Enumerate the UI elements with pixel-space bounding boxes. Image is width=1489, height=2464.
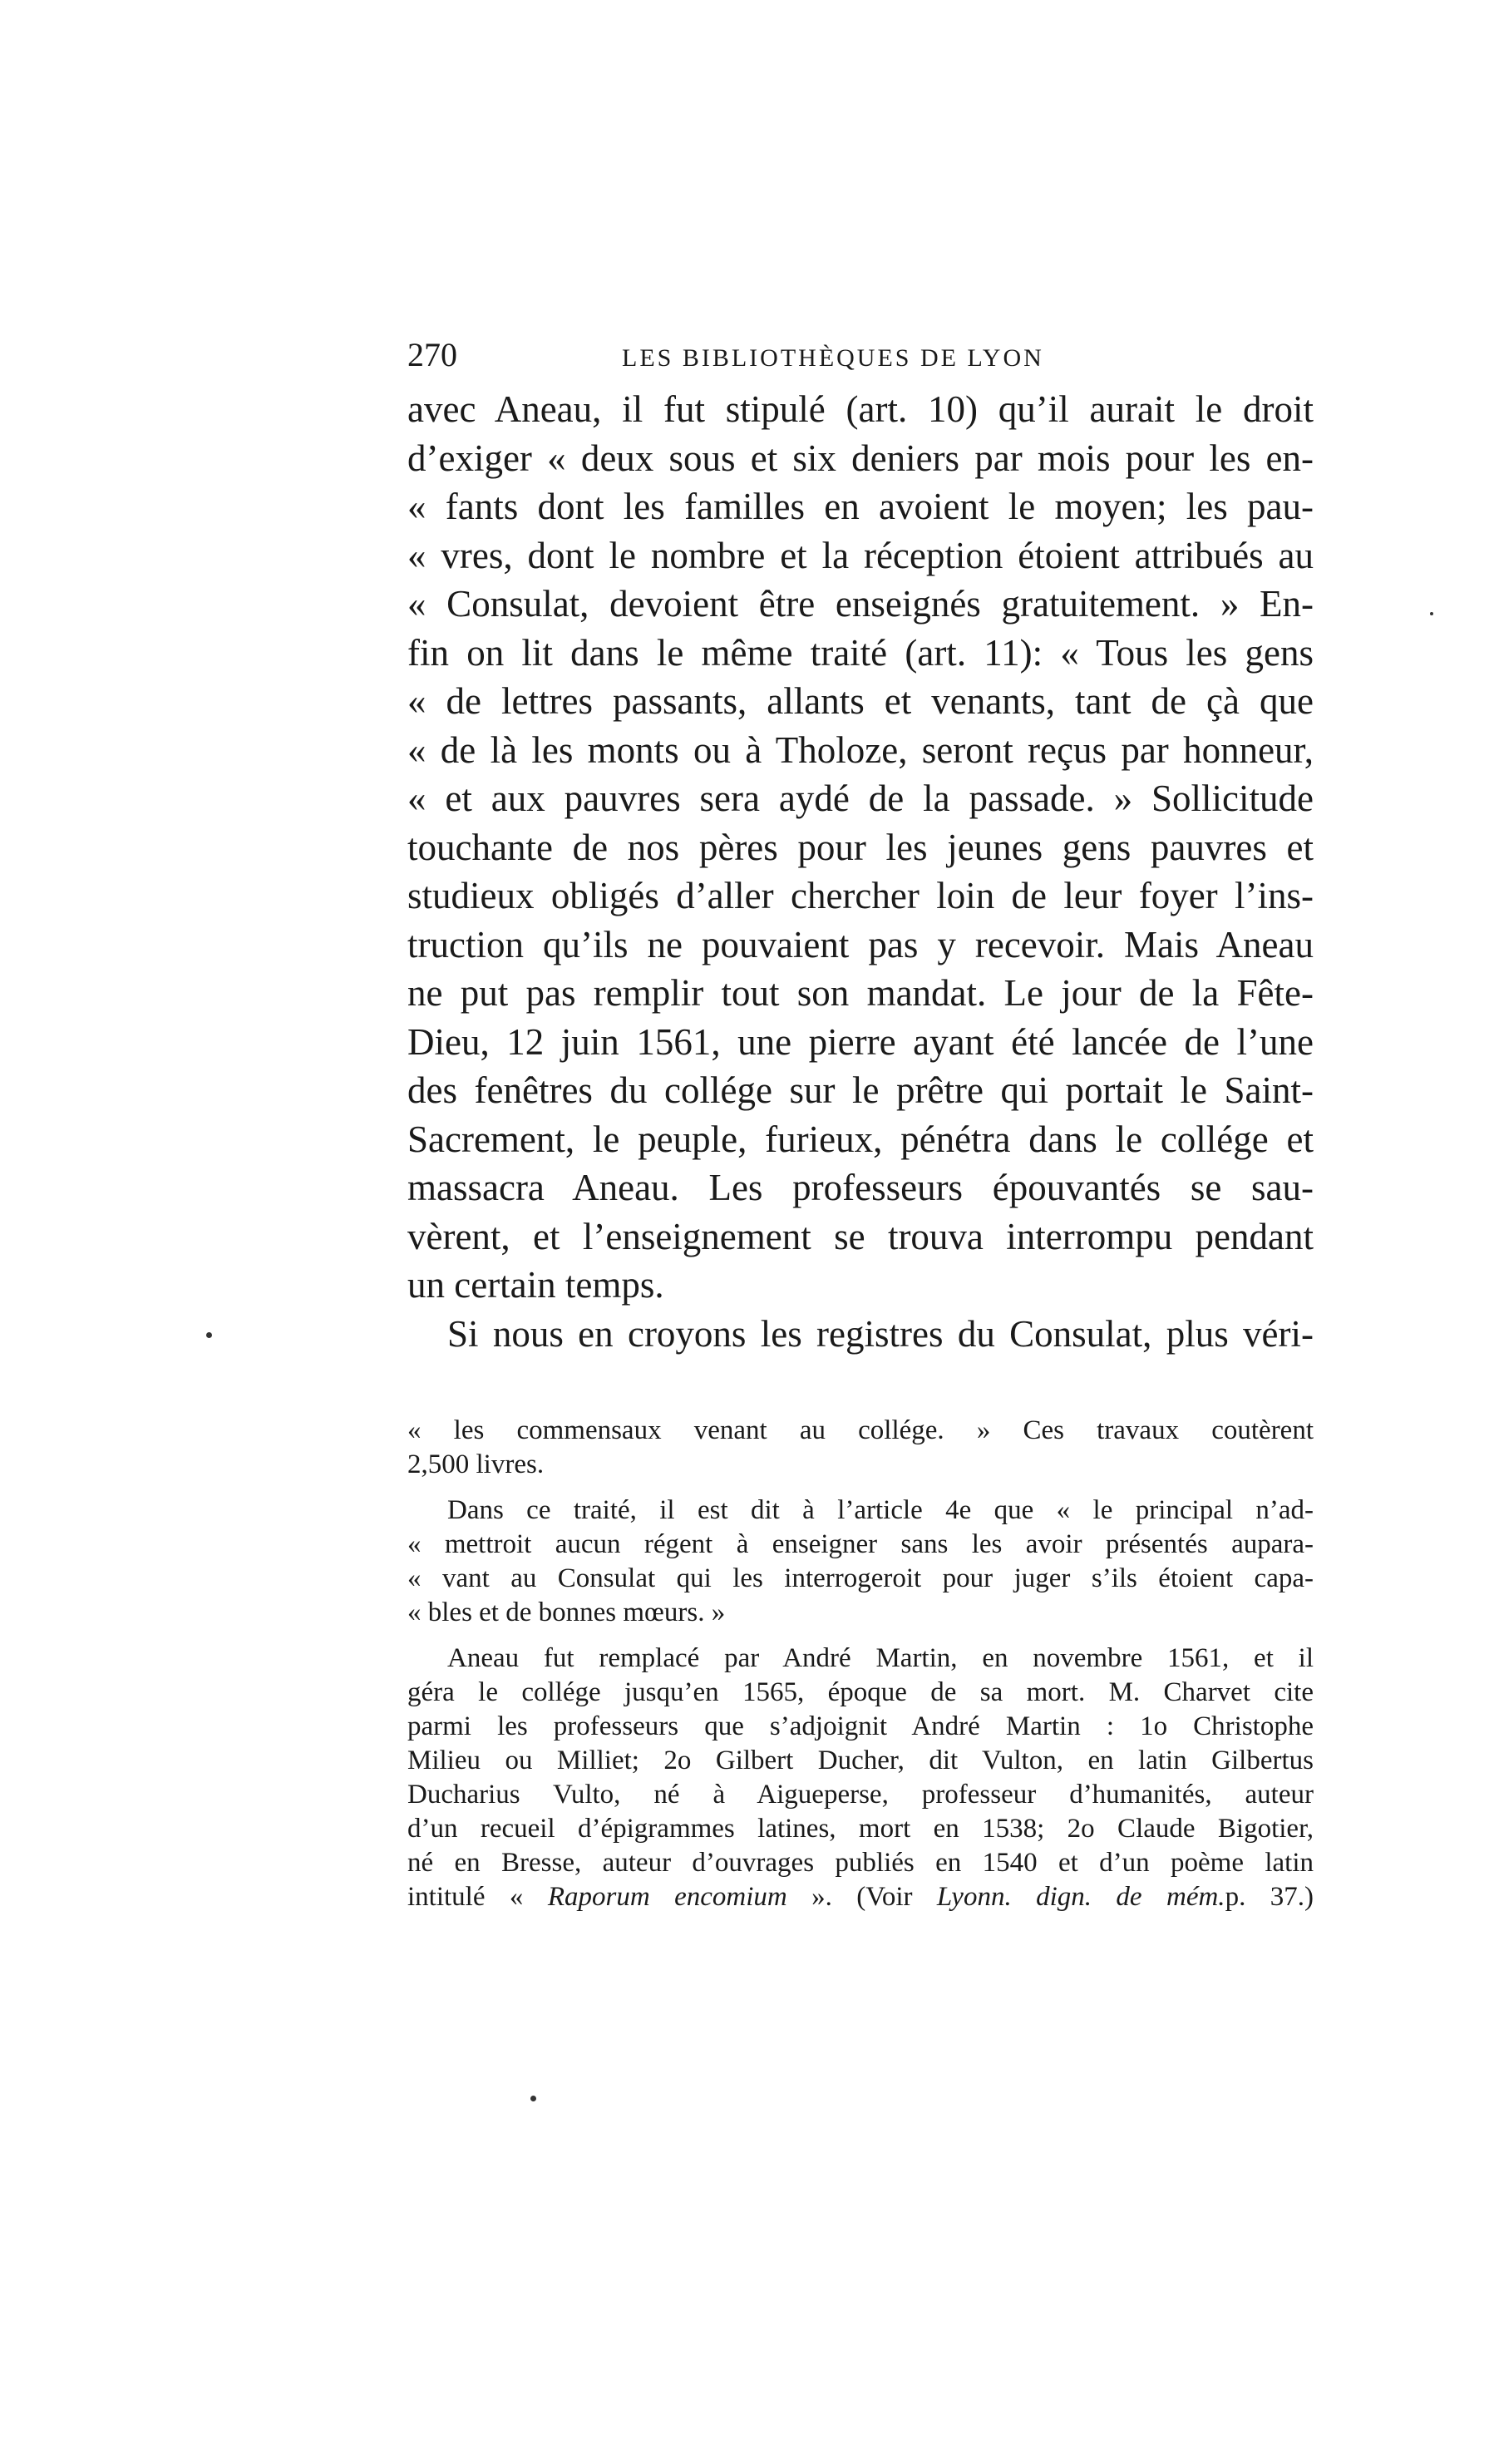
- footnote-text: p. 37.): [1225, 1882, 1314, 1912]
- text-line: fin on lit dans le même traité (art. 11): « Tous les gens: [407, 631, 1314, 674]
- text-line: « de là les monts ou à Tholoze, seront reçus par honneur,: [407, 728, 1314, 771]
- text-line: avec Aneau, il fut stipulé (art. 10) qu’il aurait le droit: [407, 388, 1314, 430]
- footnote-line-final: [407, 1880, 1314, 1914]
- text-line: un certain temps.: [407, 1264, 664, 1306]
- text-line: touchante de nos pères pour les jeunes gens pauvres et: [407, 826, 1314, 868]
- footnote-line: géra le collége jusqu’en 1565, époque de sa mort. M. Charvet cite: [407, 1677, 1314, 1707]
- footnote-text: intitulé «: [407, 1882, 548, 1912]
- text-line: « de lettres passants, allants et venants, tant de çà que: [407, 680, 1314, 722]
- page-number: 270: [407, 336, 457, 373]
- italic-title: Raporum encomium: [547, 1882, 787, 1912]
- text-line: « Consulat, devoient être enseignés gratuitement. » En-: [407, 583, 1314, 625]
- text-line: « vres, dont le nombre et la réception étoient attribués au: [407, 534, 1314, 576]
- italic-reference: Lyonn. dign. de mém.: [936, 1882, 1225, 1912]
- text-line: massacra Aneau. Les professeurs épouvantés se sau-: [407, 1167, 1314, 1208]
- text-line: Dieu, 12 juin 1561, une pierre ayant été lancée de l’une: [407, 1020, 1314, 1063]
- text-line: Sacrement, le peuple, furieux, pénétra dans le collége et: [407, 1118, 1314, 1160]
- text-line: Si nous en croyons les registres du Consulat, plus véri-: [447, 1312, 1314, 1355]
- footnote-line: « bles et de bonnes mœurs. »: [407, 1597, 726, 1627]
- main-text: [407, 385, 1314, 1358]
- text-line: « fants dont les familles en avoient le moyen; les pau-: [407, 486, 1314, 527]
- footnotes: [407, 1414, 1314, 1914]
- text-line: d’exiger « deux sous et six deniers par mois pour les en-: [407, 437, 1314, 479]
- footnote-line: parmi les professeurs que s’adjoignit André Martin : 1o Christophe: [407, 1711, 1314, 1741]
- footnote-line: né en Bresse, auteur d’ouvrages publiés en 1540 et d’un poème latin: [407, 1848, 1314, 1878]
- text-line: des fenêtres du collége sur le prêtre qui portait le Saint-: [407, 1069, 1314, 1111]
- text-line: vèrent, et l’enseignement se trouva interrompu pendant: [407, 1215, 1314, 1257]
- ink-speck: [1430, 612, 1433, 615]
- footnote-line: « les commensaux venant au collége. » Ces travaux coutèrent: [407, 1415, 1314, 1445]
- footnote-line: « vant au Consulat qui les interrogeroit pour juger s’ils étoient capa-: [407, 1563, 1314, 1593]
- ink-speck: [206, 1332, 212, 1338]
- footnote-line: Dans ce traité, il est dit à l’article 4e que « le principal n’ad-: [447, 1495, 1314, 1525]
- footnote-text: ». (Voir: [786, 1882, 937, 1912]
- footnote-line: d’un recueil d’épigrammes latines, mort en 1538; 2o Claude Bigotier,: [407, 1814, 1314, 1844]
- footnote-line: « mettroit aucun régent à enseigner sans les avoir présentés aupara-: [407, 1529, 1314, 1559]
- text-line: ne put pas remplir tout son mandat. Le jour de la Fête-: [407, 972, 1314, 1014]
- footnote-line: Milieu ou Milliet; 2o Gilbert Ducher, dit Vulton, en latin Gilbertus: [407, 1746, 1314, 1775]
- page-header: [407, 334, 1314, 376]
- footnote-line: Ducharius Vulto, né à Aigueperse, professeur d’humanités, auteur: [407, 1780, 1314, 1810]
- text-line: « et aux pauvres sera aydé de la passade. » Sollicitude: [407, 778, 1314, 819]
- footnote-line: 2,500 livres.: [407, 1449, 545, 1479]
- footnote-line: Aneau fut remplacé par André Martin, en novembre 1561, et il: [447, 1643, 1314, 1673]
- text-line: truction qu’ils ne pouvaient pas y recevoir. Mais Aneau: [407, 923, 1314, 965]
- text-line: studieux obligés d’aller chercher loin de leur foyer l’ins-: [407, 875, 1314, 916]
- running-head: LES BIBLIOTHÈQUES DE LYON: [622, 344, 1044, 372]
- ink-speck: [530, 2096, 536, 2101]
